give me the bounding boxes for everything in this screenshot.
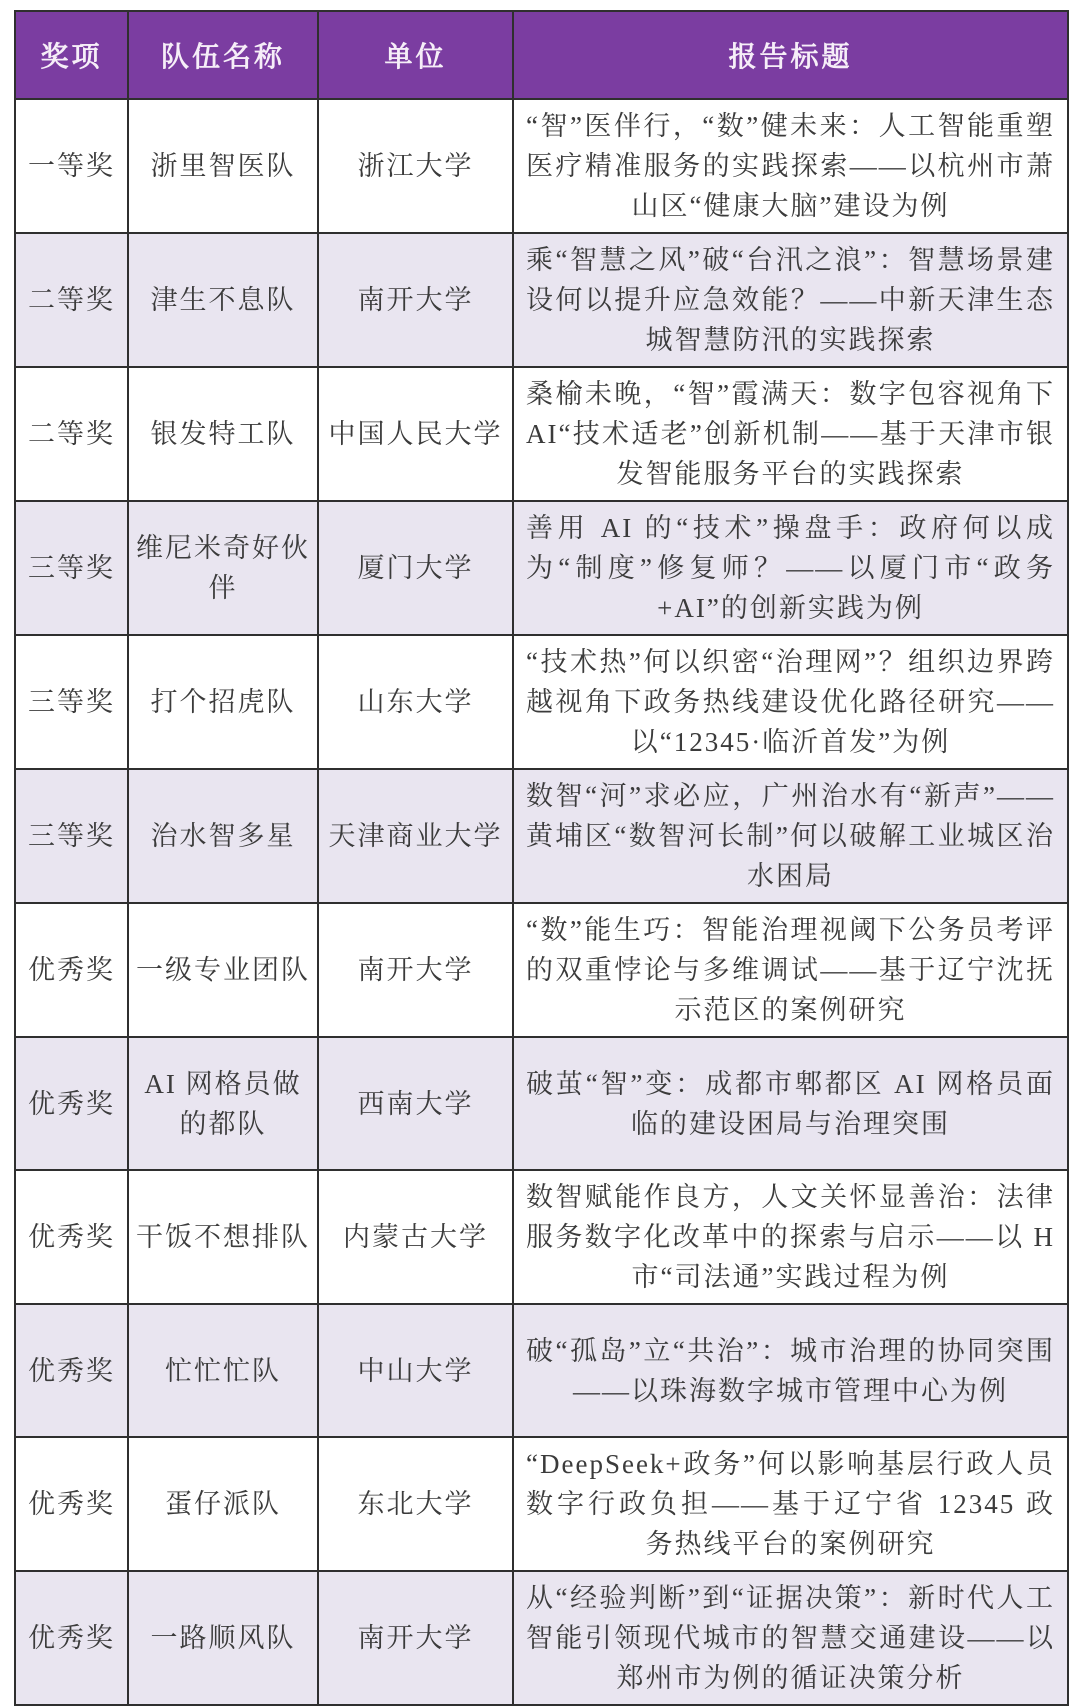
award-cell: 三等奖 [15, 501, 128, 635]
column-header-team: 队伍名称 [128, 11, 318, 99]
team-cell: 津生不息队 [128, 233, 318, 367]
team-cell: 蛋仔派队 [128, 1437, 318, 1571]
unit-cell: 南开大学 [318, 903, 513, 1037]
title-cell: 从“经验判断”到“证据决策”：新时代人工智能引领现代城市的智慧交通建设——以郑州市为例的循证决策分析 [513, 1571, 1068, 1705]
table-row [15, 1304, 1068, 1437]
header-row [15, 11, 1068, 99]
award-cell: 三等奖 [15, 769, 128, 903]
unit-cell: 厦门大学 [318, 501, 513, 635]
title-cell: “DeepSeek+政务”何以影响基层行政人员数字行政负担——基于辽宁省 12345 政务热线平台的案例研究 [513, 1437, 1068, 1571]
unit-cell: 天津商业大学 [318, 769, 513, 903]
team-cell: 治水智多星 [128, 769, 318, 903]
team-cell: 忙忙忙队 [128, 1304, 318, 1437]
title-cell: 破茧“智”变：成都市郫都区 AI 网格员面临的建设困局与治理突围 [513, 1037, 1068, 1170]
title-cell: 桑榆未晚，“智”霞满天：数字包容视角下 AI“技术适老”创新机制——基于天津市银发智能服务平台的实践探索 [513, 367, 1068, 501]
unit-cell: 山东大学 [318, 635, 513, 769]
award-cell: 二等奖 [15, 367, 128, 501]
title-cell: 数智赋能作良方，人文关怀显善治：法律服务数字化改革中的探索与启示——以 H 市“司法通”实践过程为例 [513, 1170, 1068, 1304]
table-header [15, 11, 1068, 99]
title-cell: “智”医伴行，“数”健未来：人工智能重塑医疗精准服务的实践探索——以杭州市萧山区“健康大脑”建设为例 [513, 99, 1068, 233]
unit-cell: 南开大学 [318, 233, 513, 367]
award-cell: 优秀奖 [15, 1037, 128, 1170]
table-row [15, 1437, 1068, 1571]
table-row [15, 1037, 1068, 1170]
team-cell: 一级专业团队 [128, 903, 318, 1037]
award-cell: 优秀奖 [15, 1170, 128, 1304]
team-cell: 打个招虎队 [128, 635, 318, 769]
unit-cell: 西南大学 [318, 1037, 513, 1170]
table-body [15, 99, 1068, 1705]
column-header-title: 报告标题 [513, 11, 1068, 99]
award-cell: 优秀奖 [15, 903, 128, 1037]
team-cell: 银发特工队 [128, 367, 318, 501]
title-cell: “数”能生巧：智能治理视阈下公务员考评的双重悖论与多维调试——基于辽宁沈抚示范区的案例研究 [513, 903, 1068, 1037]
table-row [15, 1571, 1068, 1705]
unit-cell: 南开大学 [318, 1571, 513, 1705]
title-cell: 数智“河”求必应，广州治水有“新声”——黄埔区“数智河长制”何以破解工业城区治水困局 [513, 769, 1068, 903]
column-header-award: 奖项 [15, 11, 128, 99]
table-row [15, 367, 1068, 501]
award-cell: 优秀奖 [15, 1437, 128, 1571]
team-cell: AI 网格员做的都队 [128, 1037, 318, 1170]
column-header-unit: 单位 [318, 11, 513, 99]
award-cell: 一等奖 [15, 99, 128, 233]
awards-table [14, 10, 1069, 1706]
unit-cell: 东北大学 [318, 1437, 513, 1571]
table-row [15, 99, 1068, 233]
unit-cell: 内蒙古大学 [318, 1170, 513, 1304]
award-cell: 三等奖 [15, 635, 128, 769]
table-row [15, 903, 1068, 1037]
table-row [15, 769, 1068, 903]
award-cell: 优秀奖 [15, 1571, 128, 1705]
title-cell: “技术热”何以织密“治理网”？组织边界跨越视角下政务热线建设优化路径研究——以“12345·临沂首发”为例 [513, 635, 1068, 769]
team-cell: 维尼米奇好伙伴 [128, 501, 318, 635]
team-cell: 一路顺风队 [128, 1571, 318, 1705]
unit-cell: 中国人民大学 [318, 367, 513, 501]
award-cell: 优秀奖 [15, 1304, 128, 1437]
team-cell: 浙里智医队 [128, 99, 318, 233]
title-cell: 乘“智慧之风”破“台汛之浪”：智慧场景建设何以提升应急效能？——中新天津生态城智慧防汛的实践探索 [513, 233, 1068, 367]
table-row [15, 501, 1068, 635]
team-cell: 干饭不想排队 [128, 1170, 318, 1304]
unit-cell: 浙江大学 [318, 99, 513, 233]
award-cell: 二等奖 [15, 233, 128, 367]
table-row [15, 635, 1068, 769]
table-row [15, 1170, 1068, 1304]
table-row [15, 233, 1068, 367]
title-cell: 善用 AI 的“技术”操盘手：政府何以成为“制度”修复师？——以厦门市“政务+AI”的创新实践为例 [513, 501, 1068, 635]
unit-cell: 中山大学 [318, 1304, 513, 1437]
title-cell: 破“孤岛”立“共治”：城市治理的协同突围——以珠海数字城市管理中心为例 [513, 1304, 1068, 1437]
